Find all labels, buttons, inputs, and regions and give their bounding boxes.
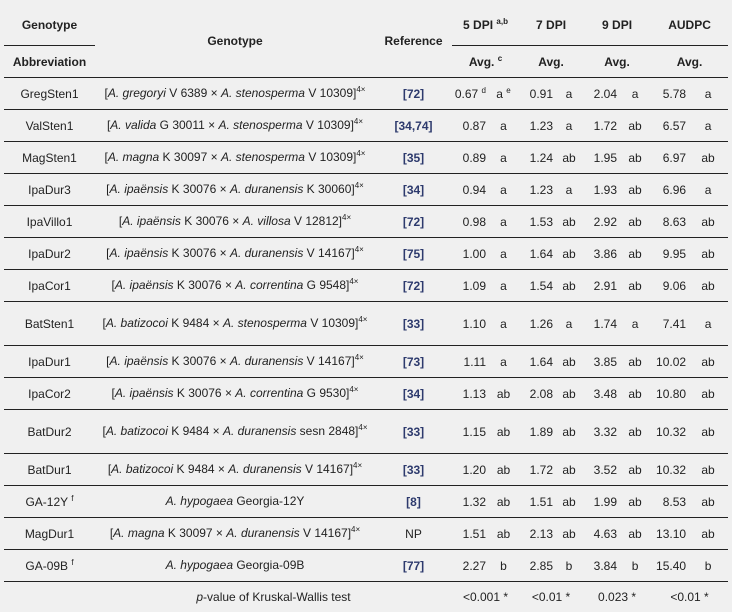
- table-row: [4, 486, 728, 518]
- audpc-group: ab: [701, 424, 715, 439]
- audpc-value: 10.02: [656, 354, 687, 369]
- abbreviation-cell: GregSten1: [20, 86, 79, 101]
- table-row: [4, 410, 728, 454]
- dpi7-group: a: [565, 118, 573, 133]
- audpc-group: ab: [701, 462, 715, 477]
- audpc-group: ab: [701, 354, 715, 369]
- dpi5-group: b: [500, 558, 507, 573]
- abbreviation-cell: BatDur1: [27, 462, 72, 477]
- dpi7-value: 2.13: [529, 526, 554, 541]
- p-value-audpc: <0.01 *: [670, 589, 709, 604]
- genotype-cell: [A. ipaënsis K 30076 × A. duranensis V 14167]$^{4\times}$: [106, 353, 364, 368]
- dpi7-value: 1.51: [529, 494, 554, 509]
- header-genotype-group: Genotype: [4, 4, 95, 46]
- dpi7-value: 1.26: [529, 316, 554, 331]
- table-row: [4, 302, 728, 346]
- dpi9-group: ab: [628, 526, 642, 541]
- dpi9-value: 3.48: [593, 386, 618, 401]
- audpc-group: ab: [701, 386, 715, 401]
- abbreviation-cell: BatSten1: [24, 316, 75, 331]
- audpc-group: ab: [701, 214, 715, 229]
- dpi9-group: b: [631, 558, 639, 573]
- dpi9-value: 2.04: [593, 86, 618, 101]
- table-row: [4, 206, 728, 238]
- results-table-container: [4, 4, 728, 612]
- audpc-value: 9.95: [662, 246, 687, 261]
- dpi5-group: a: [500, 182, 507, 197]
- p-value-9dpi: 0.023 *: [598, 589, 637, 604]
- reference-link: NP: [405, 526, 422, 541]
- reference-link[interactable]: [72]: [402, 86, 425, 101]
- dpi5-group: a: [500, 214, 507, 229]
- dpi7-value: 1.64: [529, 354, 554, 369]
- table-row: [4, 518, 728, 550]
- dpi5-value: 0.67 $^d$: [454, 85, 486, 101]
- dpi5-group: a: [500, 278, 507, 293]
- dpi5-group: a: [500, 354, 507, 369]
- header-avg-7dpi: Avg.: [538, 54, 564, 69]
- table-row: [4, 142, 728, 174]
- table-row: [4, 238, 728, 270]
- dpi5-value: 0.89: [462, 150, 486, 165]
- header-5dpi: 5 DPI $^{a,b}$: [452, 4, 519, 46]
- dpi9-value: 1.93: [593, 182, 618, 197]
- genotype-cell: A. hypogaea Georgia-09B: [165, 558, 305, 572]
- dpi7-value: 2.85: [529, 558, 554, 573]
- dpi5-group: a: [500, 118, 507, 133]
- abbreviation-cell: IpaDur3: [28, 182, 71, 197]
- header-7dpi: 7 DPI: [519, 4, 583, 46]
- dpi9-value: 3.52: [593, 462, 618, 477]
- dpi7-value: 1.53: [529, 214, 554, 229]
- dpi5-group: ab: [496, 462, 511, 477]
- header-avg-5dpi: Avg. $^c$: [468, 53, 503, 69]
- reference-link[interactable]: [33]: [402, 424, 425, 439]
- dpi7-value: 1.23: [529, 182, 554, 197]
- header-genotype: Genotype: [207, 33, 263, 48]
- dpi7-group: ab: [562, 278, 576, 293]
- abbreviation-cell: ValSten1: [25, 118, 74, 133]
- table-row: [4, 78, 728, 110]
- dpi5-value: 0.98: [462, 214, 486, 229]
- dpi9-group: ab: [628, 386, 642, 401]
- dpi5-value: 1.10: [462, 316, 486, 331]
- dpi9-group: ab: [628, 424, 642, 439]
- dpi9-value: 3.84: [593, 558, 618, 573]
- dpi5-value: 1.00: [462, 246, 486, 261]
- audpc-value: 8.63: [662, 214, 687, 229]
- genotype-cell: A. hypogaea Georgia-12Y: [165, 494, 305, 508]
- dpi5-value: 1.13: [462, 386, 486, 401]
- dpi9-value: 1.99: [593, 494, 618, 509]
- genotype-cell: [A. magna K 30097 × A. stenosperma V 10309]$^{4\times}$: [104, 149, 366, 164]
- audpc-value: 6.57: [662, 118, 687, 133]
- genotype-cell: [A. valida G 30011 × A. stenosperma V 10309]$^{4\times}$: [106, 117, 364, 132]
- dpi9-group: ab: [628, 354, 642, 369]
- genotype-cell: [A. ipaënsis K 30076 × A. correntina G 9548]$^{4\times}$: [111, 277, 359, 292]
- header-avg-audpc: Avg.: [676, 54, 703, 69]
- abbreviation-cell: GA-09B $^f$: [25, 557, 74, 573]
- dpi5-group: ab: [496, 526, 511, 541]
- dpi9-value: 3.86: [593, 246, 618, 261]
- dpi9-value: 1.74: [593, 316, 618, 331]
- dpi9-group: a: [631, 86, 639, 101]
- table-body: [4, 78, 728, 612]
- dpi5-group: ab: [496, 494, 511, 509]
- reference-link[interactable]: [33]: [402, 316, 425, 331]
- genotype-cell: [A. gregoryi V 6389 × A. stenosperma V 10309]$^{4\times}$: [104, 85, 366, 100]
- dpi7-group: ab: [562, 150, 576, 165]
- genotype-cell: [A. batizocoi K 9484 × A. duranensis sesn 2848]$^{4\times}$: [102, 423, 368, 438]
- abbreviation-cell: IpaCor2: [28, 386, 71, 401]
- dpi7-group: a: [565, 86, 573, 101]
- abbreviation-cell: IpaVillo1: [26, 214, 73, 229]
- dpi9-group: ab: [628, 278, 642, 293]
- footer-spacer: [4, 582, 95, 612]
- table-row: [4, 110, 728, 142]
- reference-link[interactable]: [73]: [402, 354, 425, 369]
- audpc-value: 13.10: [656, 526, 687, 541]
- abbreviation-cell: MagDur1: [24, 526, 75, 541]
- table-row: [4, 270, 728, 302]
- footer-row: [4, 582, 728, 612]
- audpc-value: 9.06: [662, 278, 687, 293]
- genotype-cell: [A. ipaënsis K 30076 × A. duranensis V 14167]$^{4\times}$: [106, 245, 364, 260]
- p-value-5dpi: <0.001 *: [462, 589, 509, 604]
- reference-link[interactable]: [35]: [402, 150, 425, 165]
- dpi9-group: ab: [628, 182, 642, 197]
- audpc-group: b: [704, 558, 712, 573]
- genotype-cell: [A. magna K 30097 × A. duranensis V 14167]$^{4\times}$: [109, 525, 361, 540]
- reference-link[interactable]: [75]: [402, 246, 425, 261]
- dpi5-value: 1.15: [462, 424, 486, 439]
- audpc-value: 5.78: [662, 86, 687, 101]
- header-audpc: AUDPC: [651, 4, 728, 46]
- audpc-value: 8.53: [662, 494, 687, 509]
- dpi5-group: a $^e$: [496, 85, 511, 101]
- audpc-value: 10.80: [656, 386, 687, 401]
- header-avg-9dpi: Avg.: [604, 54, 630, 69]
- dpi5-value: 1.20: [462, 462, 486, 477]
- dpi5-value: 1.51: [462, 526, 486, 541]
- abbreviation-cell: IpaCor1: [28, 278, 71, 293]
- dpi7-group: ab: [562, 214, 576, 229]
- audpc-group: a: [704, 118, 712, 133]
- reference-link[interactable]: [72]: [402, 214, 425, 229]
- audpc-group: a: [704, 316, 712, 331]
- dpi7-group: ab: [562, 424, 576, 439]
- genotype-cell: [A. batizocoi K 9484 × A. stenosperma V 10309]$^{4\times}$: [102, 315, 368, 330]
- dpi7-value: 1.72: [529, 462, 554, 477]
- dpi9-group: ab: [628, 246, 642, 261]
- dpi9-value: 3.32: [593, 424, 618, 439]
- dpi9-value: 2.92: [593, 214, 618, 229]
- genotype-cell: [A. ipaënsis K 30076 × A. correntina G 9530]$^{4\times}$: [111, 385, 359, 400]
- audpc-value: 6.97: [662, 150, 687, 165]
- genotype-cell: [A. ipaënsis K 30076 × A. villosa V 12812]$^{4\times}$: [118, 213, 352, 228]
- header-9dpi: 9 DPI: [583, 4, 651, 46]
- genotype-cell: [A. batizocoi K 9484 × A. duranensis V 14167]$^{4\times}$: [107, 461, 363, 476]
- dpi5-group: a: [500, 316, 507, 331]
- dpi5-value: 0.87: [462, 118, 486, 133]
- dpi7-value: 1.24: [529, 150, 554, 165]
- table-row: [4, 378, 728, 410]
- dpi7-group: ab: [562, 494, 576, 509]
- dpi9-group: ab: [628, 118, 642, 133]
- audpc-value: 10.32: [656, 462, 687, 477]
- audpc-group: a: [704, 182, 712, 197]
- header-reference: Reference: [384, 33, 443, 48]
- resistance-table: [4, 4, 728, 612]
- dpi7-group: a: [565, 316, 573, 331]
- audpc-value: 7.41: [662, 316, 687, 331]
- dpi5-group: a: [500, 150, 507, 165]
- dpi7-value: 1.23: [529, 118, 554, 133]
- dpi5-value: 2.27: [462, 558, 486, 573]
- abbreviation-cell: IpaDur1: [28, 354, 71, 369]
- dpi5-group: a: [500, 246, 507, 261]
- dpi7-group: ab: [562, 246, 576, 261]
- reference-link[interactable]: [34]: [402, 182, 425, 197]
- audpc-group: ab: [701, 246, 715, 261]
- reference-link[interactable]: [8]: [406, 494, 421, 509]
- dpi9-group: ab: [628, 150, 642, 165]
- audpc-value: 6.96: [662, 182, 687, 197]
- dpi5-value: 0.94: [462, 182, 486, 197]
- dpi9-value: 3.85: [593, 354, 618, 369]
- dpi7-value: 2.08: [529, 386, 554, 401]
- p-value-7dpi: <0.01 *: [531, 589, 571, 604]
- audpc-value: 15.40: [656, 558, 687, 573]
- table-row: [4, 174, 728, 206]
- dpi9-group: ab: [628, 494, 642, 509]
- dpi7-value: 1.54: [529, 278, 554, 293]
- abbreviation-cell: MagSten1: [22, 150, 77, 165]
- reference-link[interactable]: [34]: [402, 386, 425, 401]
- abbreviation-cell: IpaDur2: [28, 246, 71, 261]
- reference-link[interactable]: [72]: [402, 278, 425, 293]
- audpc-group: ab: [701, 278, 715, 293]
- audpc-group: ab: [701, 526, 715, 541]
- dpi9-group: ab: [628, 462, 642, 477]
- dpi5-value: 1.09: [462, 278, 486, 293]
- dpi9-value: 4.63: [593, 526, 618, 541]
- kruskal-wallis-label: p-value of Kruskal-Wallis test: [196, 589, 351, 604]
- reference-link[interactable]: [77]: [402, 558, 425, 573]
- dpi7-group: b: [565, 558, 573, 573]
- reference-link[interactable]: [33]: [402, 462, 425, 477]
- dpi7-group: ab: [562, 462, 576, 477]
- audpc-group: ab: [701, 494, 715, 509]
- dpi5-value: 1.11: [463, 354, 486, 369]
- dpi5-group: ab: [496, 424, 511, 439]
- dpi9-group: a: [631, 316, 639, 331]
- dpi9-group: ab: [628, 214, 642, 229]
- dpi9-value: 2.91: [593, 278, 618, 293]
- audpc-value: 10.32: [656, 424, 687, 439]
- header-abbreviation: Abbreviation: [12, 54, 87, 69]
- dpi5-value: 1.32: [462, 494, 486, 509]
- reference-link[interactable]: [34,74]: [394, 118, 433, 133]
- dpi7-group: ab: [562, 526, 576, 541]
- dpi7-group: a: [565, 182, 573, 197]
- dpi7-value: 1.64: [529, 246, 554, 261]
- dpi9-value: 1.72: [593, 118, 618, 133]
- audpc-group: ab: [701, 150, 715, 165]
- table-row: [4, 346, 728, 378]
- dpi7-group: ab: [562, 386, 576, 401]
- dpi7-group: ab: [562, 354, 576, 369]
- audpc-group: a: [704, 86, 712, 101]
- abbreviation-cell: BatDur2: [27, 424, 72, 439]
- genotype-cell: [A. ipaënsis K 30076 × A. duranensis K 30060]$^{4\times}$: [106, 181, 364, 196]
- dpi9-value: 1.95: [593, 150, 618, 165]
- dpi5-group: ab: [496, 386, 511, 401]
- abbreviation-cell: GA-12Y $^f$: [25, 493, 74, 509]
- dpi7-value: 0.91: [529, 86, 554, 101]
- table-row: [4, 550, 728, 582]
- table-row: [4, 454, 728, 486]
- dpi7-value: 1.89: [529, 424, 554, 439]
